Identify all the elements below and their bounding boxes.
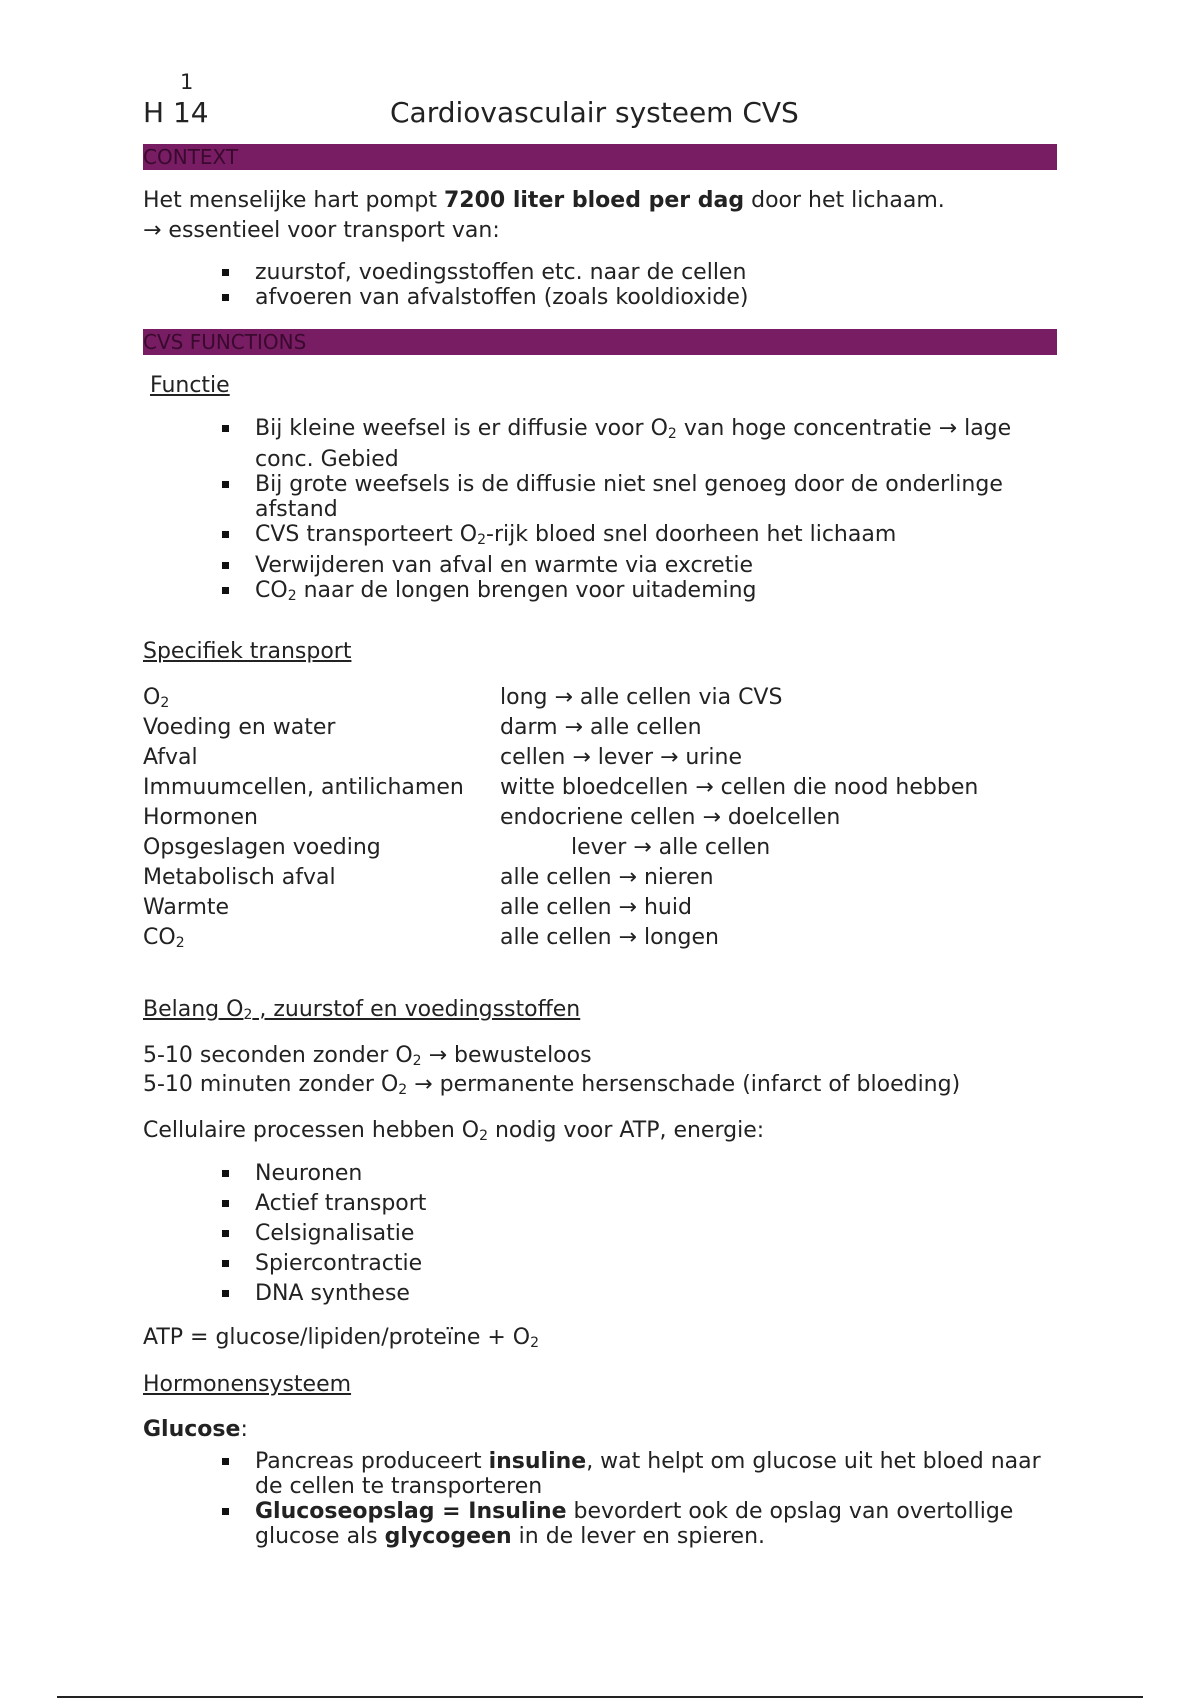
transport-route: lever → alle cellen xyxy=(571,835,771,860)
substance-subscript: 2 xyxy=(175,935,185,951)
line-subscript: 2 xyxy=(398,1082,408,1098)
transport-route: darm → alle cellen xyxy=(500,715,702,740)
transport-substance: Afval xyxy=(143,745,198,770)
glucose-label xyxy=(143,1417,248,1443)
item-subscript: 2 xyxy=(667,426,677,442)
item-text-end: in de lever en spieren. xyxy=(511,1524,766,1549)
item-text-end: van hoge concentratie → lage conc. Gebied xyxy=(255,416,1012,472)
footer-divider xyxy=(57,1696,1143,1698)
item-bold: Glucoseopslag = Insuline xyxy=(255,1499,567,1524)
list-item: Actief transport xyxy=(222,1191,1052,1216)
list-item xyxy=(222,578,1052,609)
intro-text-end: door het lichaam. xyxy=(744,188,945,213)
process-list xyxy=(222,1161,1052,1311)
list-item: Spiercontractie xyxy=(222,1251,1052,1276)
list-item xyxy=(222,1499,1052,1549)
belang-line-seconds xyxy=(143,1043,592,1074)
glucose-bullet-list xyxy=(222,1449,1052,1549)
substance-text: O xyxy=(143,685,161,710)
item-text-end: naar de longen brengen voor uitademing xyxy=(296,578,757,603)
line-text: 5-10 minuten zonder O xyxy=(143,1072,399,1097)
list-item xyxy=(222,416,1052,472)
list-item: Neuronen xyxy=(222,1161,1052,1186)
glucose-bold: Glucose xyxy=(143,1417,241,1442)
transport-title: Specifiek transport xyxy=(143,639,352,664)
belang-title xyxy=(143,997,580,1028)
transport-route: endocriene cellen → doelcellen xyxy=(500,805,841,830)
glucose-colon: : xyxy=(240,1417,248,1442)
line-subscript: 2 xyxy=(479,1128,488,1144)
section-bar-context: CONTEXT xyxy=(143,144,1057,170)
hormones-title: Hormonensysteem xyxy=(143,1372,352,1397)
item-text: Pancreas produceert xyxy=(255,1449,489,1474)
line-text: Cellulaire processen hebben O xyxy=(143,1118,480,1143)
item-bold-2: glycogeen xyxy=(384,1524,512,1549)
transport-substance: Warmte xyxy=(143,895,230,920)
list-item xyxy=(222,472,1052,522)
item-text: Bij kleine weefsel is er diffusie voor O xyxy=(255,416,668,441)
page-number: 1 xyxy=(180,70,194,94)
item-text: Verwijderen van afval en warmte via excretie xyxy=(255,553,753,578)
transport-table xyxy=(143,683,1043,953)
page-title: Cardiovasculair systeem CVS xyxy=(390,96,799,129)
item-text-end: -rijk bloed snel doorheen het lichaam xyxy=(486,522,897,547)
formula-subscript: 2 xyxy=(530,1335,540,1351)
list-item: afvoeren van afvalstoffen (zoals kooldioxide) xyxy=(222,285,1052,310)
item-text: CVS transporteert O xyxy=(255,522,478,547)
belang-title-subscript: 2 xyxy=(243,1007,253,1023)
table-row xyxy=(143,683,1043,713)
belang-title-text: Belang O xyxy=(143,997,244,1022)
line-text-end: nodig voor ATP, energie: xyxy=(488,1118,765,1143)
chapter-label: H 14 xyxy=(143,96,209,129)
table-row xyxy=(143,863,1043,893)
line-text-end: → permanente hersenschade (infarct of bloeding) xyxy=(407,1072,961,1097)
list-item: Celsignalisatie xyxy=(222,1221,1052,1246)
item-bold: insuline xyxy=(488,1449,587,1474)
table-row xyxy=(143,743,1043,773)
item-subscript: 2 xyxy=(287,588,297,604)
list-item: zuurstof, voedingsstoffen etc. naar de cellen xyxy=(222,260,1052,285)
transport-route: alle cellen → huid xyxy=(500,895,692,920)
table-row xyxy=(143,923,1043,953)
substance-text: CO xyxy=(143,925,176,950)
item-text-end: , wat helpt om glucose uit het bloed naar de cellen te transporteren xyxy=(255,1449,1041,1499)
item-subscript: 2 xyxy=(477,532,486,548)
transport-substance: Opsgeslagen voeding xyxy=(143,835,381,860)
item-text: Bij grote weefsels is de diffusie niet snel genoeg door de onderlinge afstand xyxy=(255,472,1003,522)
functie-title: Functie xyxy=(150,373,230,398)
cellular-processes-line xyxy=(143,1118,764,1149)
line-text: 5-10 seconden zonder O xyxy=(143,1043,413,1068)
substance-subscript: 2 xyxy=(160,695,170,711)
line-text-end: → bewusteloos xyxy=(421,1043,592,1068)
list-item xyxy=(222,553,1052,578)
table-row xyxy=(143,773,1043,803)
transport-substance: Immuumcellen, antilichamen xyxy=(143,775,464,800)
transport-route: long → alle cellen via CVS xyxy=(500,685,783,710)
transport-substance: Hormonen xyxy=(143,805,258,830)
context-arrow-line: → essentieel voor transport van: xyxy=(143,218,500,243)
transport-substance: Voeding en water xyxy=(143,715,336,740)
intro-bold: 7200 liter bloed per dag xyxy=(443,188,745,213)
context-bullet-list xyxy=(222,260,1052,310)
table-row xyxy=(143,713,1043,743)
belang-title-text-end: , zuurstof en voedingsstoffen xyxy=(252,997,581,1022)
section-bar-functions: CVS FUNCTIONS xyxy=(143,329,1057,355)
item-text: CO xyxy=(255,578,288,603)
context-intro xyxy=(143,188,945,214)
functions-bullet-list xyxy=(222,416,1052,609)
belang-line-minutes xyxy=(143,1072,960,1103)
intro-text: Het menselijke hart pompt xyxy=(143,188,444,213)
list-item xyxy=(222,1449,1052,1499)
transport-substance: Metabolisch afval xyxy=(143,865,336,890)
table-row xyxy=(143,893,1043,923)
table-row xyxy=(143,833,1043,863)
atp-formula xyxy=(143,1325,539,1356)
transport-route: alle cellen → longen xyxy=(500,925,719,950)
transport-substance xyxy=(143,923,185,958)
transport-route: witte bloedcellen → cellen die nood hebben xyxy=(500,775,979,800)
line-subscript: 2 xyxy=(412,1053,422,1069)
item-text: bevordert ook de opslag van overtollige glucose als xyxy=(255,1499,1014,1549)
formula-text: ATP = glucose/lipiden/proteïne + O xyxy=(143,1325,531,1350)
list-item xyxy=(222,522,1052,553)
table-row xyxy=(143,803,1043,833)
transport-route: cellen → lever → urine xyxy=(500,745,742,770)
transport-route: alle cellen → nieren xyxy=(500,865,714,890)
list-item: DNA synthese xyxy=(222,1281,1052,1306)
